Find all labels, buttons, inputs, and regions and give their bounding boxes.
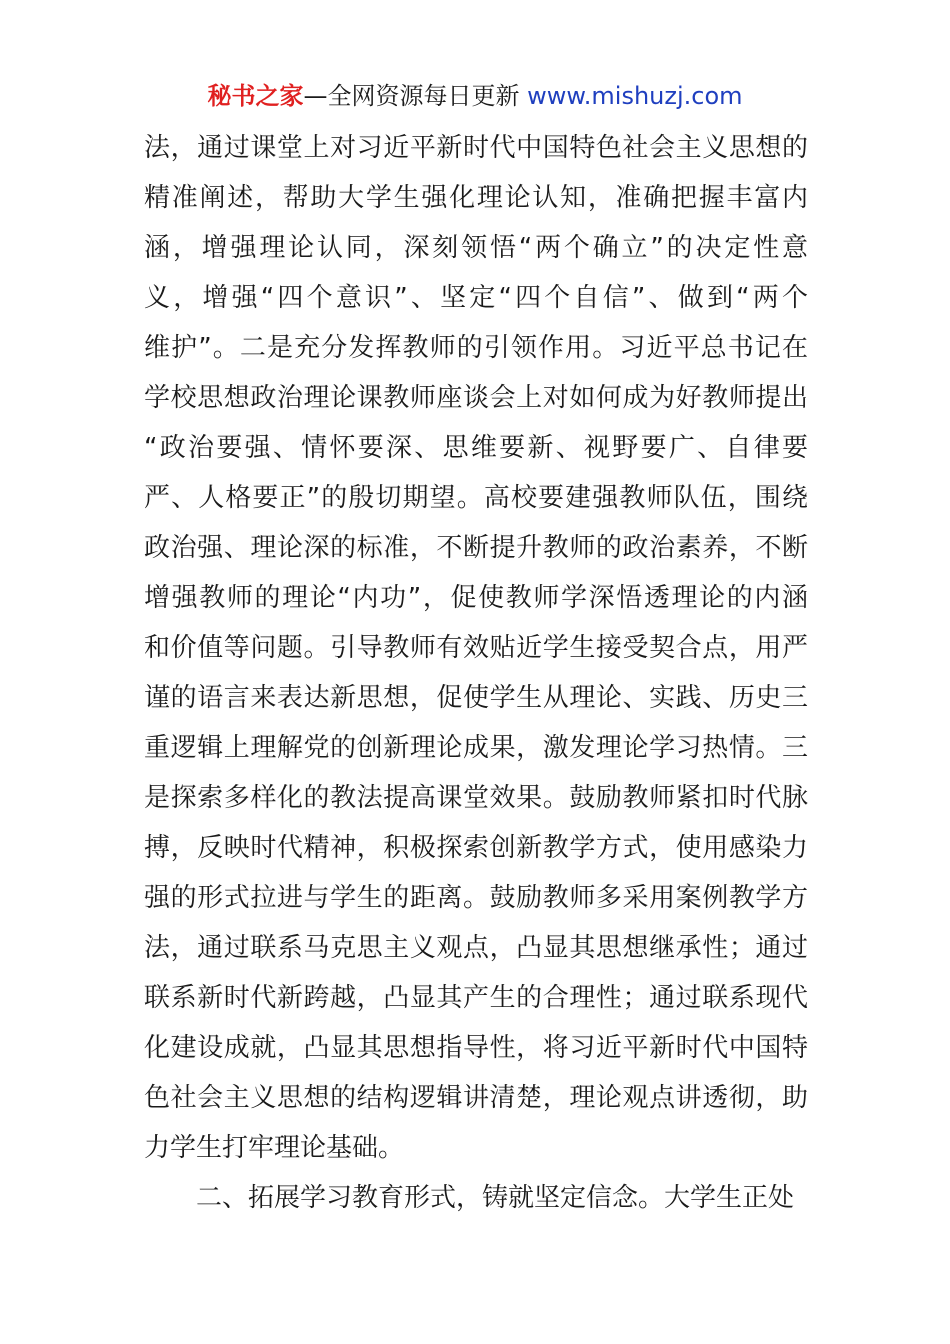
text-line: 法，通过课堂上对习近平新时代中国特色社会主义思想的 xyxy=(144,133,808,163)
text-line: 义，增强“四个意识”、坚定“四个自信”、做到“两个 xyxy=(144,283,808,313)
text-line: 维护”。二是充分发挥教师的引领作用。习近平总书记在 xyxy=(144,333,808,363)
site-url-link[interactable]: www.mishuzj.com xyxy=(527,82,743,110)
text-line: 力学生打牢理论基础。 xyxy=(144,1133,405,1163)
site-tagline: —全网资源每日更新 xyxy=(303,82,528,110)
section-heading-line: 二、拓展学习教育形式，铸就坚定信念。大学生正处 xyxy=(196,1183,795,1213)
text-line: 是探索多样化的教法提高课堂效果。鼓励教师紧扣时代脉 xyxy=(144,783,808,813)
text-line: 法，通过联系马克思主义观点，凸显其思想继承性；通过 xyxy=(144,933,808,963)
text-line: 谨的语言来表达新思想，促使学生从理论、实践、历史三 xyxy=(144,683,808,713)
site-header xyxy=(0,80,950,112)
text-line: 联系新时代新跨越，凸显其产生的合理性；通过联系现代 xyxy=(144,983,808,1013)
text-line: 和价值等问题。引导教师有效贴近学生接受契合点，用严 xyxy=(144,633,808,663)
text-line: “政治要强、情怀要深、思维要新、视野要广、自律要 xyxy=(144,433,808,463)
text-line: 搏，反映时代精神，积极探索创新教学方式，使用感染力 xyxy=(144,833,808,863)
document-body xyxy=(144,123,808,1223)
text-line: 重逻辑上理解党的创新理论成果，激发理论学习热情。三 xyxy=(144,733,808,763)
text-line: 政治强、理论深的标准，不断提升教师的政治素养，不断 xyxy=(144,533,808,563)
text-line: 涵，增强理论认同，深刻领悟“两个确立”的决定性意 xyxy=(144,233,808,263)
text-line: 化建设成就，凸显其思想指导性，将习近平新时代中国特 xyxy=(144,1033,808,1063)
text-line: 强的形式拉进与学生的距离。鼓励教师多采用案例教学方 xyxy=(144,883,808,913)
text-line: 严、人格要正”的殷切期望。高校要建强教师队伍，围绕 xyxy=(144,483,808,513)
text-line: 色社会主义思想的结构逻辑讲清楚，理论观点讲透彻，助 xyxy=(144,1083,808,1113)
site-brand: 秘书之家 xyxy=(207,82,304,110)
text-line: 增强教师的理论“内功”，促使教师学深悟透理论的内涵 xyxy=(144,583,808,613)
text-line: 精准阐述，帮助大学生强化理论认知，准确把握丰富内 xyxy=(144,183,808,213)
text-line: 学校思想政治理论课教师座谈会上对如何成为好教师提出 xyxy=(144,383,808,413)
